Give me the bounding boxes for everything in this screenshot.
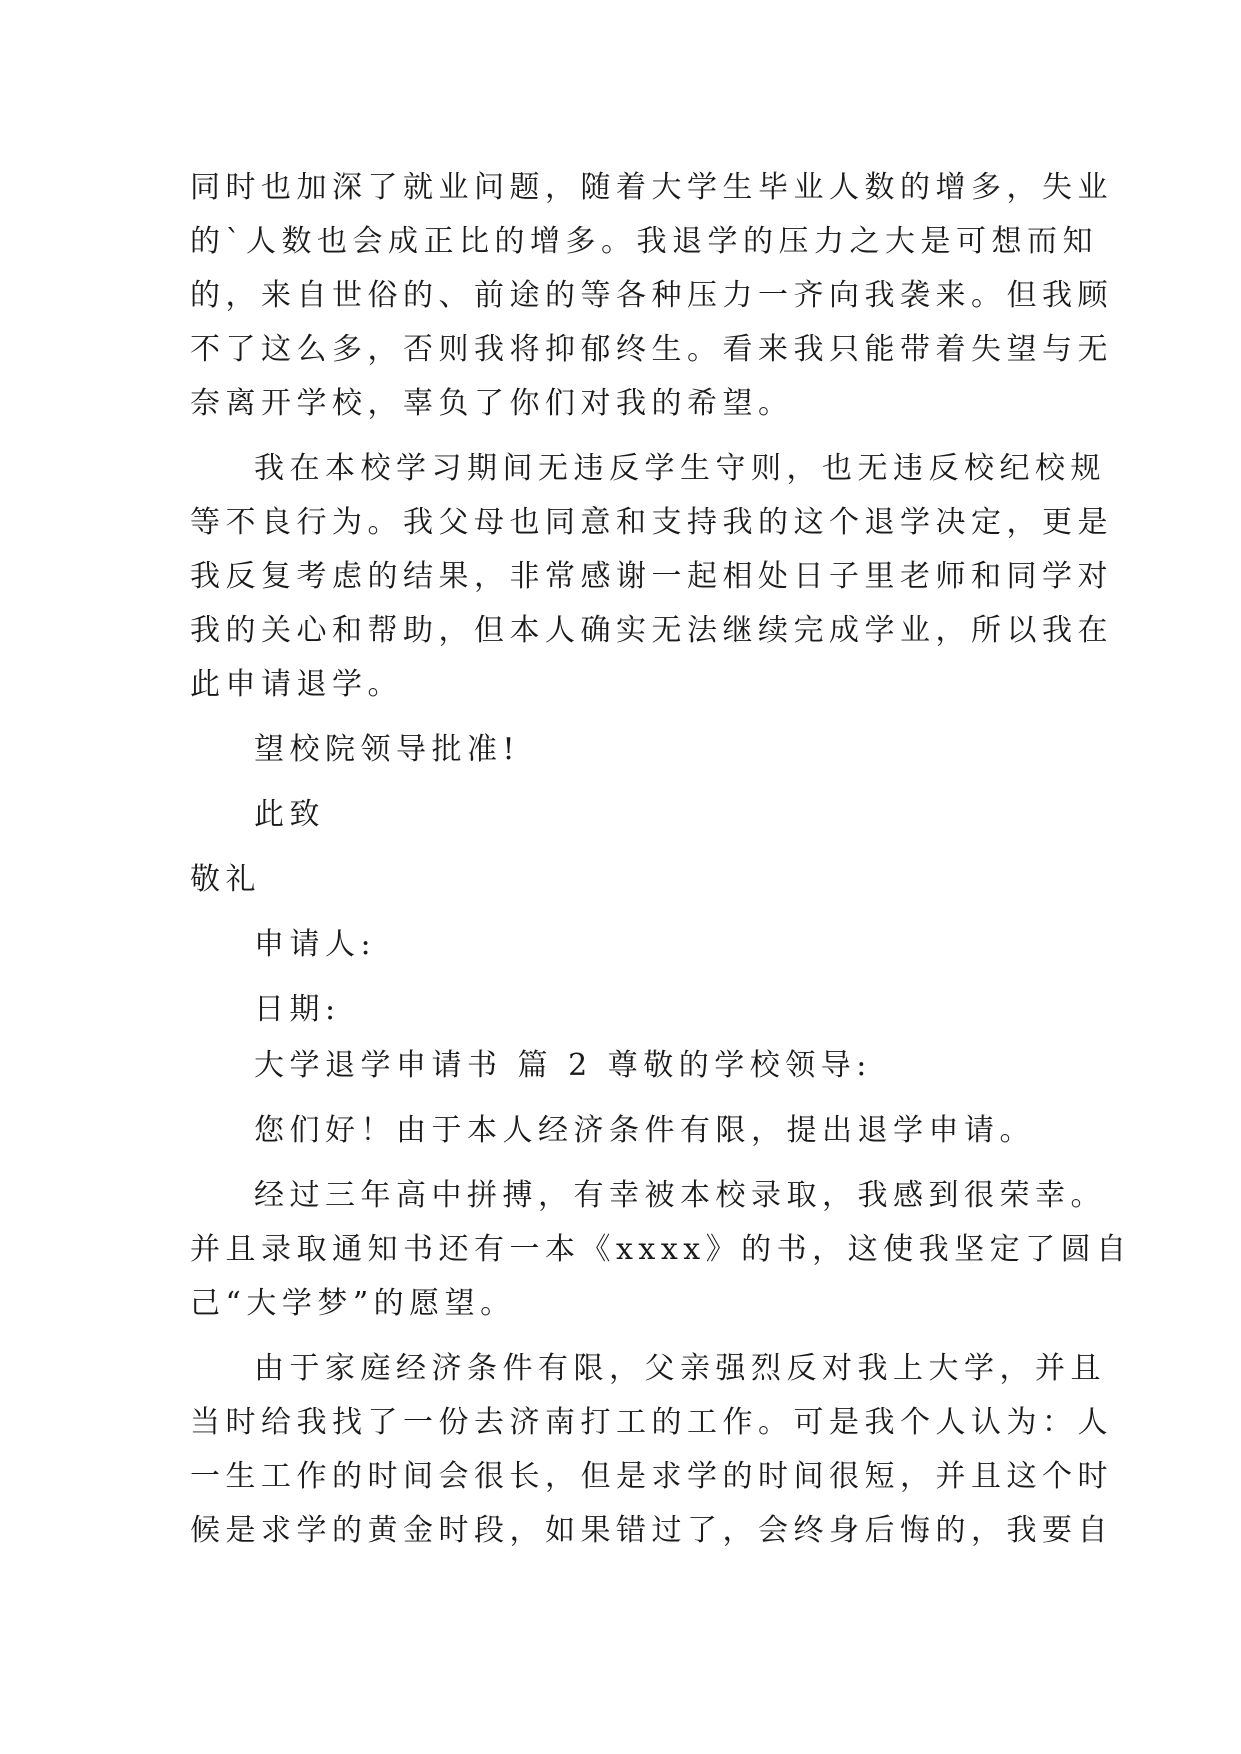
body-line: 此申请退学。 bbox=[190, 667, 403, 702]
body-line: 由于家庭经济条件有限，父亲强烈反对我上大学，并且 bbox=[254, 1351, 1106, 1386]
body-line: 当时给我找了一份去济南打工的工作。可是我个人认为：人 bbox=[190, 1405, 1113, 1440]
body-line: 我在本校学习期间无违反学生守则，也无违反校纪校规 bbox=[254, 451, 1106, 486]
body-line: 我的关心和帮助，但本人确实无法继续完成学业，所以我在 bbox=[190, 613, 1113, 648]
body-line: 的，来自世俗的、前途的等各种压力一齐向我袭来。但我顾 bbox=[190, 278, 1113, 313]
body-line: 一生工作的时间会很长，但是求学的时间很短，并且这个时 bbox=[190, 1459, 1113, 1494]
body-line: 望校院领导批准! bbox=[254, 732, 521, 767]
body-line: 不了这么多，否则我将抑郁终生。看来我只能带着失望与无 bbox=[190, 332, 1113, 367]
body-line: 候是求学的黄金时段，如果错过了，会终身后悔的，我要自 bbox=[190, 1513, 1113, 1548]
body-line: 等不良行为。我父母也同意和支持我的这个退学决定，更是 bbox=[190, 505, 1113, 540]
greeting-line: 您们好！由于本人经济条件有限，提出退学申请。 bbox=[254, 1113, 1035, 1148]
applicant-line: 申请人: bbox=[254, 927, 377, 962]
body-line: 同时也加深了就业问题，随着大学生毕业人数的增多，失业 bbox=[190, 170, 1113, 205]
salutation-line: 敬礼 bbox=[190, 862, 261, 897]
body-line: 经过三年高中拼搏，有幸被本校录取，我感到很荣幸。 bbox=[254, 1178, 1106, 1213]
date-line: 日期: bbox=[254, 992, 341, 1027]
section-heading: 大学退学申请书 篇 2 尊敬的学校领导: bbox=[254, 1048, 872, 1083]
body-line: 我反复考虑的结果，非常感谢一起相处日子里老师和同学对 bbox=[190, 559, 1113, 594]
body-line: 并且录取通知书还有一本《xxxx》的书，这使我坚定了圆自 bbox=[190, 1232, 1132, 1267]
body-line: 奈离开学校，辜负了你们对我的希望。 bbox=[190, 386, 794, 421]
body-line: 的`人数也会成正比的增多。我退学的压力之大是可想而知 bbox=[190, 224, 1098, 259]
closing-line: 此致 bbox=[254, 797, 325, 832]
body-line: 己“大学梦”的愿望。 bbox=[190, 1286, 516, 1321]
